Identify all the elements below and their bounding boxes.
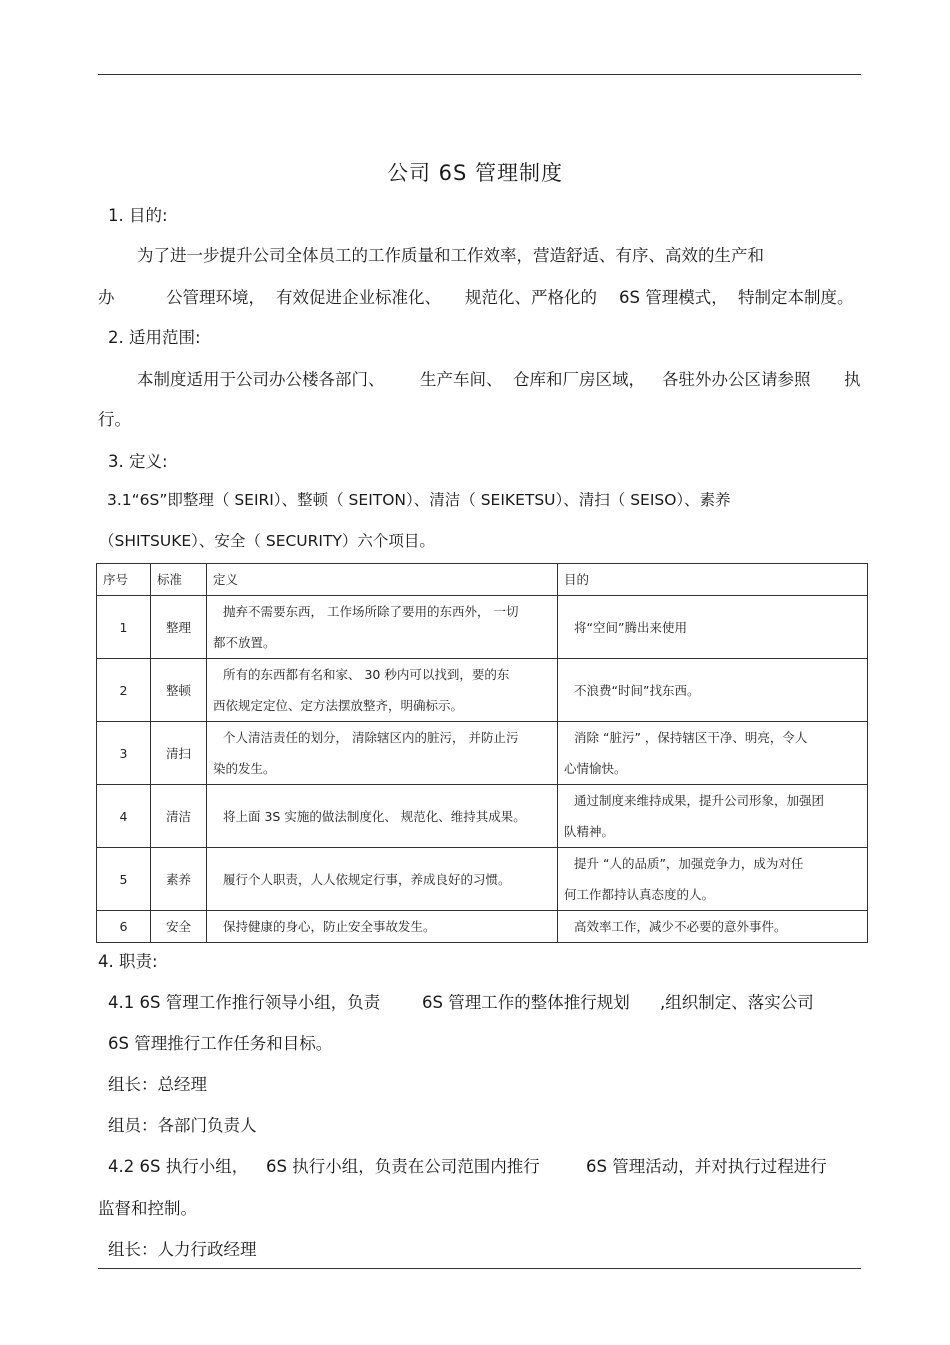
table-cell-no: 1 [97,596,151,659]
definition-line-1: 所有的东西都有名和家、 30 秒内可以找到，要的东 [223,667,510,682]
section-2-paragraph-line-1d: 各驻外办公区请参照 [662,370,811,389]
section-1-heading: 1. 目的: [108,206,168,225]
section-2-paragraph-line-1a: 本制度适用于公司办公楼各部门、 [137,370,385,389]
purpose-line-1: 高效率工作，减少不必要的意外事件。 [574,919,787,934]
table-header-definition: 定义 [207,564,558,596]
table-cell-definition [207,911,558,943]
document-title: 公司 6S 管理制度 [386,161,564,185]
section-1-paragraph-line-2c: 有效促进企业标准化、 [276,288,441,307]
section-4-heading: 4. 职责: [98,952,158,971]
section-4-1-line-2: 6S 管理推行工作任务和目标。 [108,1034,333,1053]
section-4-1-line-1a: 4.1 6S 管理工作推行领导小组，负责 [108,993,381,1012]
purpose-line-2: 心情愉快。 [564,761,627,776]
table-cell-definition [207,848,558,911]
section-4-2-line-1c: 6S 管理活动，并对执行过程进行 [586,1157,827,1176]
table-row [97,785,868,848]
section-2-paragraph-line-1b: 生产车间、 [420,370,503,389]
table-cell-purpose [558,659,868,722]
section-4-1-line-1c: ,组织制定、落实公司 [660,993,814,1012]
table-row [97,659,868,722]
definition-line-1: 履行个人职责，人人依规定行事，养成良好的习惯。 [223,871,511,887]
header-rule [98,74,861,75]
section-3-definition-line-1: 3.1“6S”即整理（ SEIRI）、整顿（ SEITON）、清洁（ SEIKETSU）、清扫（ SEISO）、素养 [107,491,731,509]
table-cell-purpose [558,785,868,848]
table-header-no: 序号 [97,564,151,596]
definition-line-1: 将上面 3S 实施的做法制度化、 规范化、维持其成果。 [223,808,526,824]
table-cell-purpose [558,911,868,943]
section-2-paragraph-line-1e: 执 [844,370,861,389]
footer-rule [98,1268,861,1269]
table-cell-no: 3 [97,722,151,785]
table-row [97,596,868,659]
section-1-paragraph-line-1: 为了进一步提升公司全体员工的工作质量和工作效率，营造舒适、有序、高效的生产和 [137,246,764,265]
table-cell-purpose [558,596,868,659]
table-cell-definition [207,596,558,659]
table-cell-no: 5 [97,848,151,911]
table-header-row [97,564,868,596]
section-1-paragraph-line-2a: 办 [98,288,115,307]
table-cell-definition [207,659,558,722]
purpose-line-2: 队精神。 [564,824,615,839]
section-1-paragraph-line-2e: 6S 管理模式， [619,288,728,307]
purpose-line-1: 消除 “脏污” ，保持辖区干净、明亮，令人 [574,730,808,745]
table-cell-standard: 安全 [151,911,207,943]
table-cell-standard: 清扫 [151,722,207,785]
6s-standards-table [96,563,868,943]
leader-line: 组长：总经理 [108,1075,207,1094]
section-3-definition-line-2: （SHITSUKE）、安全（ SECURITY）六个项目。 [99,532,435,550]
table-row [97,722,868,785]
definition-line-2: 都不放置。 [213,635,276,650]
section-2-paragraph-line-2: 行。 [98,410,131,429]
table-header-standard: 标准 [151,564,207,596]
table-cell-no: 6 [97,911,151,943]
section-3-heading: 3. 定义: [108,452,168,471]
definition-line-2: 西依规定定位、定方法摆放整齐，明确标示。 [213,698,464,713]
section-4-1-line-1b: 6S 管理工作的整体推行规划 [422,993,630,1012]
table-cell-standard: 整顿 [151,659,207,722]
purpose-line-1: 不浪费“时间”找东西。 [574,682,700,698]
section-4-2-line-1b: 6S 执行小组，负责在公司范围内推行 [266,1157,540,1176]
section-2-heading: 2. 适用范围: [108,328,201,347]
section-2-paragraph-line-1c: 仓库和厂房区域， [513,370,645,389]
leader-2-line: 组长：人力行政经理 [108,1240,257,1259]
table-row [97,848,868,911]
section-4-2-line-2: 监督和控制。 [98,1199,197,1218]
table-cell-standard: 整理 [151,596,207,659]
definition-line-2: 染的发生。 [213,761,276,776]
table-cell-purpose [558,848,868,911]
purpose-line-1: 通过制度来维持成果，提升公司形象，加强团 [574,793,825,808]
table-row [97,911,868,943]
section-1-paragraph-line-2d: 规范化、严格化的 [465,288,597,307]
definition-line-1: 抛弃不需要东西， 工作场所除了要用的东西外， 一切 [223,604,519,619]
table-cell-standard: 素养 [151,848,207,911]
table-cell-purpose [558,722,868,785]
definition-line-1: 个人清洁责任的划分， 清除辖区内的脏污， 并防止污 [223,730,519,745]
section-1-paragraph-line-2f: 特制定本制度。 [738,288,854,307]
section-4-2-line-1a: 4.2 6S 执行小组， [108,1157,249,1176]
purpose-line-2: 何工作都持认真态度的人。 [564,887,715,902]
definition-line-1: 保持健康的身心，防止安全事故发生。 [223,919,436,934]
members-line: 组员：各部门负责人 [108,1116,257,1135]
section-1-paragraph-line-2b: 公管理环境， [166,288,265,307]
table-cell-definition [207,722,558,785]
purpose-line-1: 提升 “人的品质”，加强竞争力，成为对任 [574,856,804,871]
table-header-purpose: 目的 [558,564,868,596]
table-cell-no: 2 [97,659,151,722]
table-cell-definition [207,785,558,848]
table-cell-standard: 清洁 [151,785,207,848]
table-cell-no: 4 [97,785,151,848]
purpose-line-1: 将“空间”腾出来使用 [574,619,687,635]
